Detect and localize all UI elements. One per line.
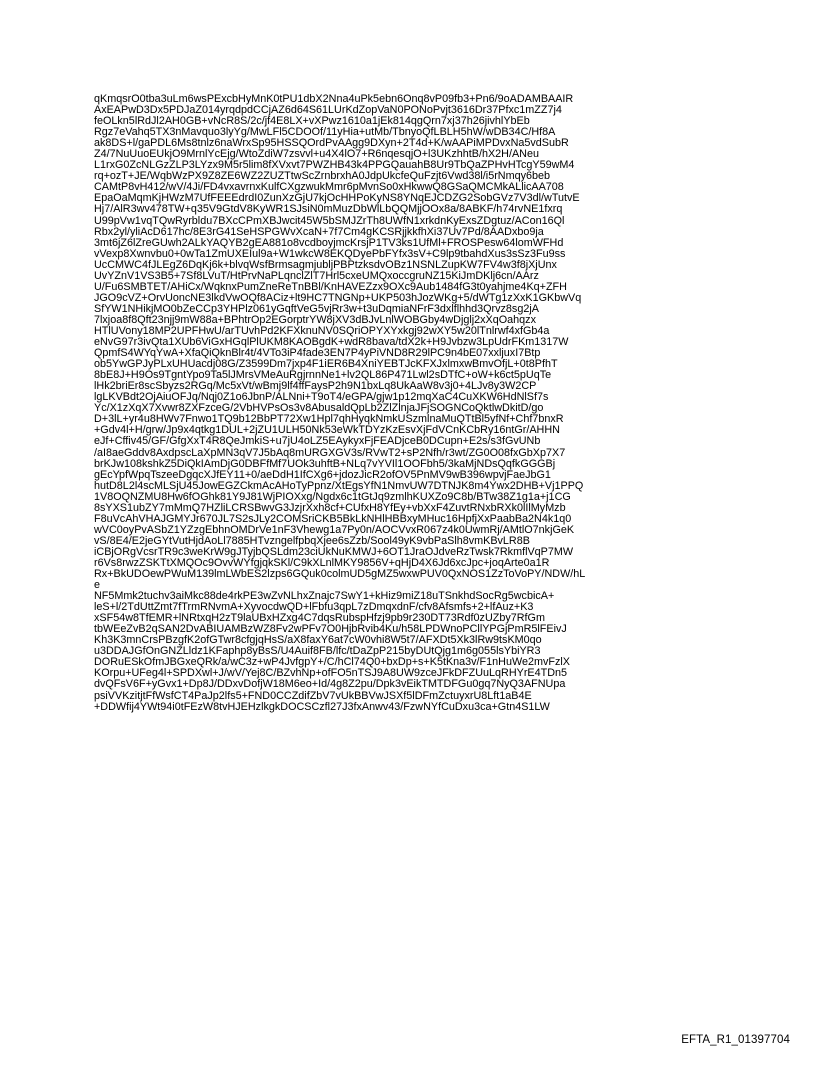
text-line: rq+ozT+JE/WqbWzPX9Z8ZE6WZ2ZUZTtwScZrnbrxhA0JdpUkcfeQuFzjt6Vwd38l/i5rNmqy6beb	[94, 170, 551, 183]
text-line: qKmqsrO0tba3uLm6wsPExcbHyMnK0tPU1dbX2Nna4uPk5ebn6Onq8vP09fb3+Pn6/9oADAMBAAIR	[94, 93, 574, 105]
text-line: e	[94, 579, 101, 592]
text-line: feOLkn5lRdJl2AH0GB+vNcR8S/2c/jf4E8LX+vXPwz1610a1jEk814qgQrn7xj37h26jivhlYbEb	[94, 115, 530, 128]
text-line: +DDWfij4YWt94i0tFEzW8tvHJEHzlkgkDOCSCzfl27J3fxAnwv43/FzwNYfCuDxu3ca+Gtn4S1LW	[94, 700, 550, 713]
text-line: KOrpu+UFeg4l+SPDXwl+J/wV/Yej8C/BZvhNp+ofFO5nTSJ9A8UW9zceJFkDFZUuLqRHYrE4TDn5	[94, 667, 568, 680]
text-line: AxEAPwD3Dx5PDJaZ014yrqdpdCCjAZ6d64S61LUrKdZopVaN0PONoPvjt3616Dr37Pfxc1mZZ7j4	[94, 104, 562, 117]
text-line: iCBjORgVcsrTR9c3weKrW9gJTyjbQSLdm23ciUkNuKMWJ+6OT1JraOJdveRzTwsk7RkmflVqP7MW	[94, 545, 574, 558]
text-line: 8sYXS1ubZY7mMmQ7HZliLCRSBwvG3JzjrXxh8cf+CUfxH8YfEy+vbXxF4ZuvtRNxbRXk0lIlMyMzb	[94, 501, 566, 514]
text-line: DORuESkOfmJBGxeQRk/a/wC3z+wP4JvfgpY+/C/hCl74Q0+bxDp+s+K5tKna3v/F1nHuWe2mvFzlX	[94, 656, 570, 669]
text-line: Rx+BkUDOewPWuM139lmLWbES2lzps6GQuk0colmUD5gMZ5wxwPUV0QxNOS1ZzToVoPY/NDW/hL	[94, 568, 586, 581]
text-line: Rbx2yl/yliAcD617hc/8E3rG41SeHSPGWvXcaN+7f7Cm4gKCSRjjkkfhXi37Uv7Pd/8AADxbo9ja	[94, 225, 544, 238]
text-line: u3DDAJGfOnGNZLldz1KFaphp8yBsS/U4Auif8FB/lfc/tDaZpP215byDUtQjg1m6g055lsYbiYR3	[94, 645, 541, 658]
text-line: D+3lL+yr4u8HWv7Fnwo1TQ9b12BbPT72Xw1Hpl7qhHyqkNmkUSzmlnaMuQTtBl5yfNf+Chf7bnxR	[94, 413, 564, 426]
text-line: brKJw108kshkZ5DiQkIAmDjG0DBFfMf7UOk3uhftB+NLq7vYVIl1OOFbh5/3kaMjNDsQqfkGGGBj	[94, 457, 556, 470]
text-line: 3mt6jZ6lZreGUwh2ALkYAQYB2gEA881o8vcdboyjmcKrsjP1TV3ks1UfMl+FROSPesw64lomWFHd	[94, 236, 564, 249]
text-line: 1V8OQNZMU8Hw6fOGhk81Y9J81WjPIOXxg/Ngdx6c1tGtJq9zmlhKUXZo9C8b/BTw38Z1g1a+j1CG	[94, 490, 571, 503]
document-id-label: EFTA_R1_01397704	[681, 1034, 790, 1046]
text-line: dvQFsV6F+yGvx1+Dp8J/DDxvDofjW18M6eo+Id/4g8Z2pu/Dpk3vEikTMTDFGu0gq7NyQ3AFNUpa	[94, 678, 566, 691]
text-line: eJf+Cffiv45/GF/GfgXxT4R8QeJmkiS+u7jU4oLZ5EAykyxFjFEADjceB0DCupn+E2s/s3fGvUNb	[94, 435, 541, 448]
text-line: Z4/7NuUuoEUkjO9MrnlYcEjg/WtoZdiW7zsvvl+u4X4lO7+R6nqesqjO+l3UKzhhtB/hX2H/ANeu	[94, 148, 539, 161]
text-line: xSF54w8TfEMR+lNRtxqH2zT9laUBxHZxg4C7dqsRubspHfzj9pb9r230DT73Rdf0zUZby7RfGm	[94, 612, 545, 625]
text-line: wVC0oyPvASbZ1YZzgEbhnOMDrVe1nF3Vhewg1a7Py0n/AOCVvxR067z4k0UwmRj/AMtlO7nkjGeK	[94, 523, 575, 536]
text-line: /aI8aeGddv8AxdpscLaXpMN3qV7J5bAq8mURGXGV3s/RVwT2+sP2Nfh/r3wt/ZG0O08fxGbXp7X7	[94, 446, 566, 459]
text-line: HTlUVony18MP2UPFHwU/arTUvhPd2KFXknuNV0SQriOPYXYxkgj92wXY5w20lTnlrwf4xfGb4a	[94, 324, 550, 337]
text-line: hutD8L2l4scMLSjU45JowEGZCkmAcAHoTyPpnz/XtEgsYfN1NmvUW7DTNJK8m4Ywx2DHB+Vj1PPQ	[94, 479, 584, 492]
text-line: ob5YwGPJyPLxUHUacdj08G/Z3599Dm7jxp4F1iER6B4XniYEBTJcKFXJxlmxwBmvOfjL+0t8PfhT	[94, 358, 558, 371]
text-line: U/Fu6SMBTET/AHiCx/WqknxPumZneReTnBBl/KnHAVEZzx9OXc9Aub1484fG3t0yahjme4Kq+ZFH	[94, 280, 567, 293]
text-line: lHk2briEr8scSbyzs2RGq/Mc5xVt/wBmj9lf4ffFaysP2h9N1bxLq8UkAaW8v3j0+4LJv8y3W2CP	[94, 380, 537, 393]
text-line: F8uVcAhVHAJGMYJr670JL7S2sJLy2COMSriCKB5BkLkNHlHBBxyMHuc16HpfjXxPaabBa2N4k1q0	[94, 512, 572, 525]
text-line: UcCMWC4fJLEgZ6DqKj6k+blvqWsfBrmsagmjubljPBPtzksdvOBz1NSNLZupKW7FV4w3f8jXjUnx	[94, 258, 557, 271]
text-line: Yc/X1zXqX7Xvwr8ZXFzceG/2VbHVPsOs3v8AbusaldQpLb2ZlZlnjaJFjSOGNCoQktlwDkitD/go	[94, 402, 544, 415]
text-line: psiVVKzitjtFfWsfCT4PaJp2lfs5+FND0CCZdifZbV7vUkBBVwJSXf5lDFmZctuyxrU8Lft1aB4E	[94, 689, 532, 702]
text-line: r6Vs8rwzZSKTtXMQOc9OvvWYfgjqkSKl/C9kXLnlMKY9856V+qHjD4X6Jd6xcJpc+joqArte0a1R	[94, 556, 550, 569]
text-line: SfYW1NHikjMO0bZeCCp3YHPlz061yGqftVeG5vjRr3w+t3uDqmiaNFrF3dxlflhhd3Qrvz8sg2jA	[94, 302, 539, 315]
text-line: lgLKVBdt2OjAiuOFJq/Nqj0Z1o6JbnP/ALNni+T9oT4/eGPA/gjw1p12mqXaC4CuXKW6HdNlSf7s	[94, 391, 549, 404]
text-line: EpaOaMqmKjHWzM7UfFEEEdrdI0ZunXzGjU7kjOcHHPoKyNS8YNqEJCDZG2SobGVz7V3dl/wTutvE	[94, 192, 580, 205]
text-line: Hj7/AlR3wv478TW+q35V9GtdV8KyWR1SJsiN0mMuzDbWlLbQQMjjOOx8a/8ABKF/h74rvNE1fxrq	[94, 203, 563, 216]
text-line: QpmfS4WYqYwA+XfaQiQknBlr4t/4VTo3iP4fade3EN7P4yPiVND8R29lPC9n4bE07xxljuxI7Btp	[94, 347, 541, 360]
text-line: JGO9cVZ+OrvUoncNE3lkdVwOQf8ACiz+lt9HC7TNGNp+UKP503hJozWKg+5/dWTg1zXxK1GKbwVq	[94, 291, 582, 304]
text-line: UvYZnV1VS3B5+7Sf8LVuT/HtPrvNaPLqnclZlT7Hrl5cxeUMQxoccgruNZ15KiJmDKlj6cn/AArz	[94, 269, 539, 282]
text-line: +Gdv4l+H/grw/Jp9x4qtkg1DUL+2jZU1ULH50Nk53eWkTDYzKzEsvXjFdVCnKCbRy16ntGr/AHHN	[94, 424, 560, 437]
text-line: 7lxjoa8f8Qft23njj9mW88a+BPhtrOp2EGorptrYW8jXV3dBJvLnlWOBGby4wDjglj2xXqOahqzx	[94, 313, 536, 326]
text-line: Kh3K3mnCrsPBzgfK2ofGTwr8cfgjqHsS/aX8faxY6at7cW0vhi8W5t7/AFXDt5Xk3lRw9tsKM0qo	[94, 634, 542, 647]
text-line: ak8DS+l/gaPDL6Ms8tnlz6naWrxSp95HSSQOrdPvAAgg9DXyn+2T4d+K/wAAPiMPDvxNa5vdSubR	[94, 137, 569, 150]
text-line: eNvG97r3ivQta1XUb6ViGxHGqlPlUKM8KAOBgdK+wdR8bava/tdX2k+H9Jvbzw3LpUdrFKm1317W	[94, 336, 569, 349]
text-line: vVexp8Xwnvbu0+0wTa1ZmUXEIul9a+W1wkcW8EKQDyePbFYfx3sV+C9lp9tbahdXus3sSz3Fu9ss	[94, 247, 566, 260]
text-line: U99pVw1vqTQwRyrbldu7BXcCPmXBJwcit45W5bSMJZrTh8UWfN1xrkdnKyExsZDgtuz/ACon16Ql	[94, 214, 565, 227]
text-line: NF5Mmk2tuchv3aiMkc88de4rkPE3wZvNLhxZnajc7SwY1+kHiz9miZ18uTSnkhdSocRg5wcbicA+	[94, 590, 555, 603]
text-line: gEcYpfWpqTszeeDgqcXJfEY11+0/aeDdH1IfCXg6+jdozJicR2ofOV5PnMV9wB396wpvjFaeJbG1	[94, 468, 551, 481]
text-line: tbWEeZvB2qSAN2DvABIUAMBzWZ8Fv2wPFv7O0HjbRvib4Ku/h58LPDWnoPCllYPGjPmR5lFEivJ	[94, 623, 567, 636]
text-line: leS+l/2TdUttZmt7fTrmRNvmA+XyvocdwQD+lFbfu3qpL7zDmqxdnF/cfv8Afsmfs+2+lfAuz+K3	[94, 601, 534, 614]
encoded-text-block	[94, 94, 734, 713]
text-line: 8bE8J+H9Os9TgntYpo9Ta5lJMrsVMeAuRgjrnnNe1+lv2QL86P471Lwl2sDTfC+oW+k6ct5pUqTe	[94, 369, 552, 382]
text-line: Rgz7eVahq5TX3nMavquo3lyYg/MwLFl5CDOOf/11yHia+utMb/TbnyoQfLBLH5hW/wDB34C/Hf8A	[94, 126, 556, 139]
text-line: L1rxG0ZcNLGzZLP3LYzx9M5r5lim8fXVxvt7PWZHB43k4PPGQauahB8Ur9TbQaZPHvHTcgY59wM4	[94, 159, 575, 172]
text-line: CAMtP8vH412/wV/4Ji/FD4vxavrnxKulfCXgzwukMmr6pMvnSo0xHkwwQ8GSaQMCMkALlicAA708	[94, 181, 564, 194]
text-line: vS/8E4/E2jeGYtVutHjdAoLl7885HTvzngelfpbqXjee6sZzb/Sool49yK9vbPaSlh8vmKBvLR8B	[94, 534, 530, 547]
